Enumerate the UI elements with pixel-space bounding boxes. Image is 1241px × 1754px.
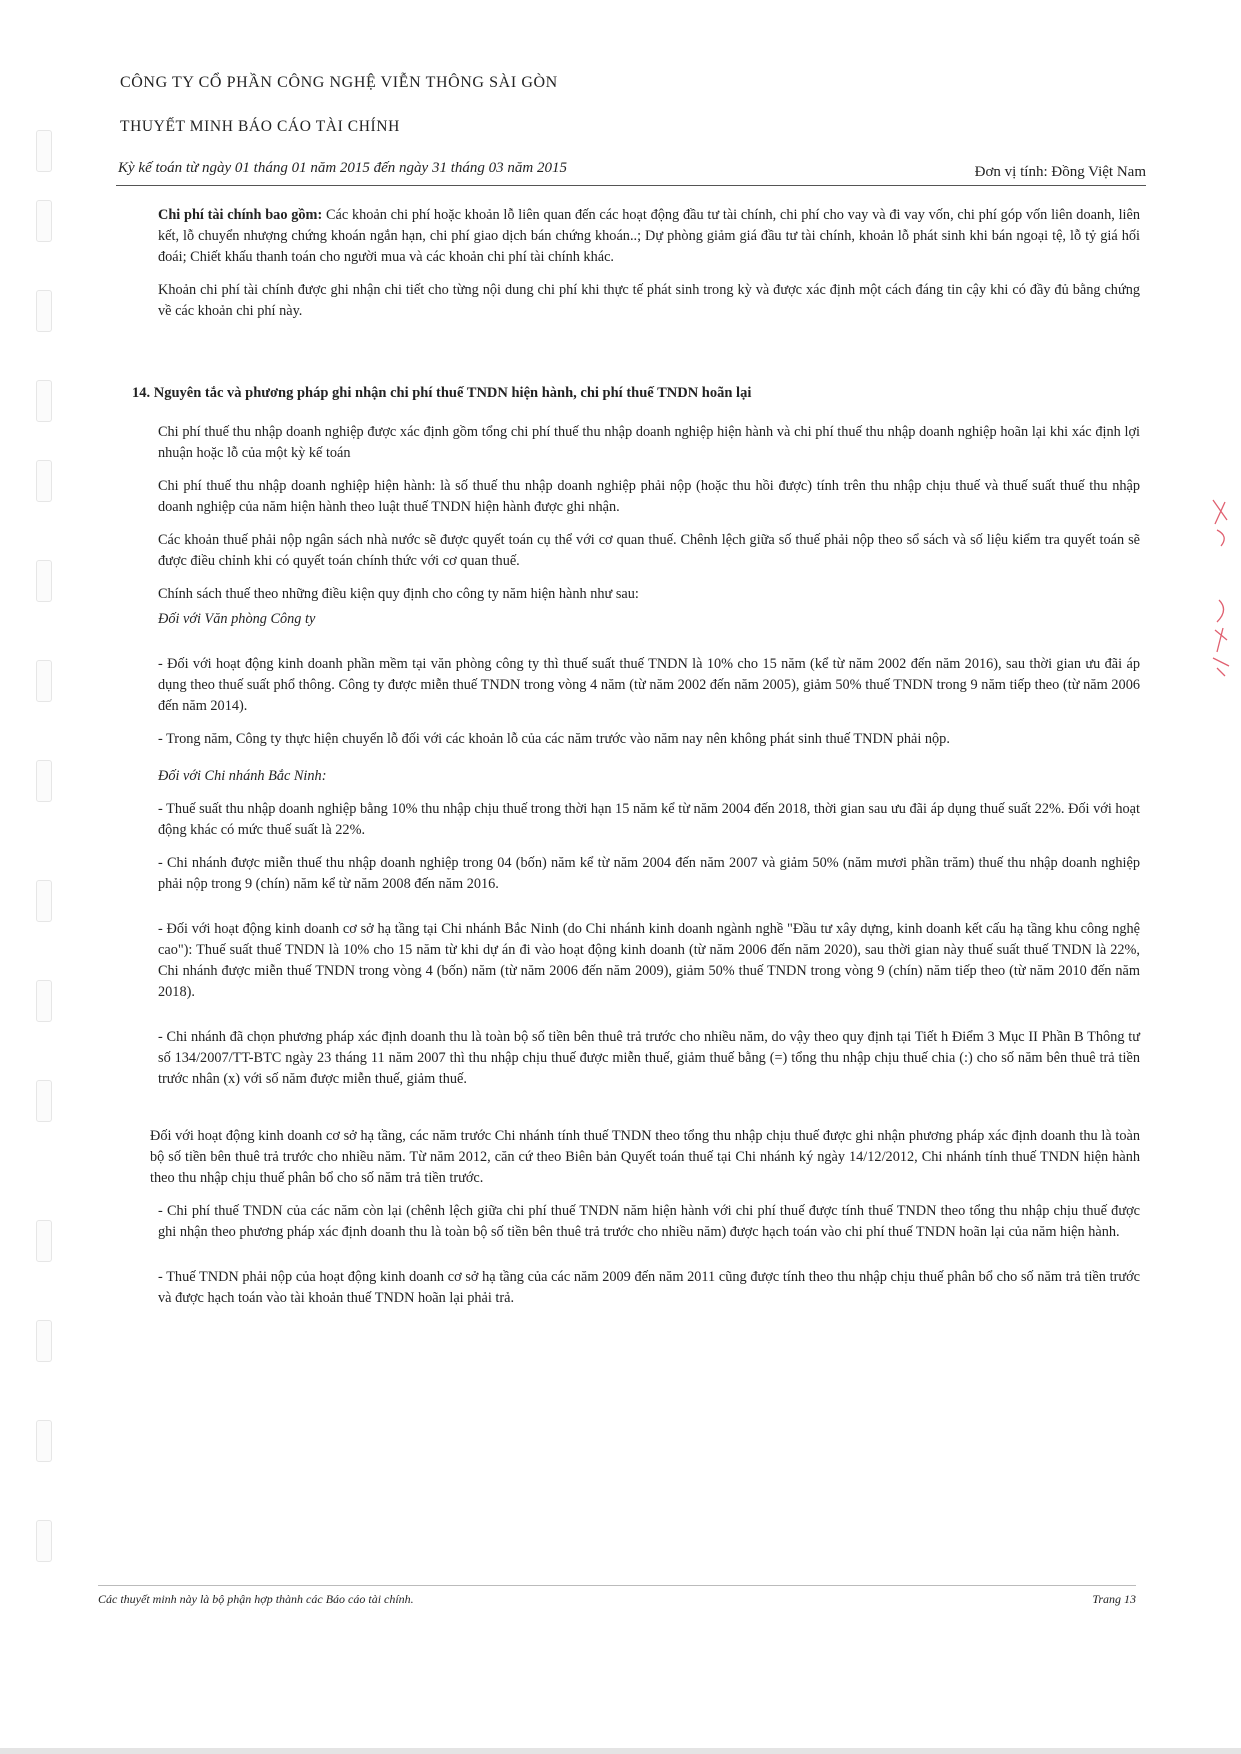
section-14-body [150,422,1140,1321]
paragraph: - Chi nhánh được miễn thuế thu nhập doanh nghiệp trong 04 (bốn) năm kể từ năm 2004 đến năm 2007 và giảm 50% (năm mươi phần trăm) thuế thu nhập doanh nghiệp phải nộp trong 9 (chín) năm kể từ năm 2008 đến năm 2016. [158,855,1140,892]
binder-hole [36,1420,52,1462]
binder-hole [36,460,52,502]
document-title: THUYẾT MINH BÁO CÁO TÀI CHÍNH [120,118,400,135]
binder-hole [36,760,52,802]
reporting-period: Kỳ kế toán từ ngày 01 tháng 01 năm 2015 đến ngày 31 tháng 03 năm 2015 [118,160,567,176]
paragraph: - Đối với hoạt động kinh doanh cơ sở hạ tầng tại Chi nhánh Bắc Ninh (do Chi nhánh kinh doanh ngành nghề "Đầu tư xây dựng, kinh doanh kết cấu hạ tầng khu công nghệ cao"): Thuế suất thuế TNDN là 10% cho 15 năm từ khi dự án đi vào hoạt động kinh doanh (từ năm 2006 đến năm 2020), sau thời gian này thuế suất thuế TNDN là 22%, Chi nhánh được miễn thuế TNDN trong vòng 4 (bốn) năm (từ năm 2006 đến năm 2009), giảm 50% thuế TNDN trong vòng 9 (chín) năm tiếp theo (từ năm 2010 đến năm 2018). [158,921,1140,1000]
paragraph: - Chi phí thuế TNDN của các năm còn lại (chênh lệch giữa chi phí thuế TNDN năm hiện hành với chi phí thuế được tính thuế TNDN theo tổng thu nhập chịu thuế được ghi nhận theo phương pháp xác định doanh thu là toàn bộ số tiền bên thuê trả trước cho nhiều năm) được hạch toán vào chi phí thuế TNDN hoãn lại của năm hiện hành. [158,1203,1140,1240]
subheading: Đối với Văn phòng Công ty [158,611,316,627]
binder-hole [36,880,52,922]
financial-expense-paragraph [158,205,1140,268]
paragraph-lead: Chi phí tài chính bao gồm: [158,207,323,223]
paragraph-text: Các khoản chi phí hoặc khoản lỗ liên quan đến các hoạt động đầu tư tài chính, chi phí cho vay và đi vay vốn, chi phí góp vốn liên doanh, liên kết, lỗ chuyển nhượng chứng khoán ngắn hạn, chi phí giao dịch bán chứng khoán..; Dự phòng giảm giá đầu tư tài chính, khoản lỗ phát sinh khi bán ngoại tệ, lỗ tỷ giá hối đoái; Chiết khấu thanh toán cho người mua và các khoản chi phí tài chính khác. [158,207,1141,265]
binder-hole [36,380,52,422]
binder-hole [36,560,52,602]
binder-hole [36,290,52,332]
scan-edge [0,1748,1241,1754]
paragraph: - Thuế suất thu nhập doanh nghiệp bằng 10% thu nhập chịu thuế trong thời hạn 15 năm kể từ năm 2004 đến 2018, thời gian sau ưu đãi áp dụng thuế suất 22%. Đối với hoạt động khác có mức thuế suất là 22%. [158,801,1140,838]
paragraph: Đối với hoạt động kinh doanh cơ sở hạ tầng, các năm trước Chi nhánh tính thuế TNDN theo tổng thu nhập chịu thuế được ghi nhận phương pháp xác định doanh thu là toàn bộ số tiền bên thuê trả trước cho nhiều năm. Từ năm 2012, căn cứ theo Biên bản Quyết toán thuế tại Chi nhánh ký ngày 14/12/2012, Chi nhánh tính thuế TNDN hiện hành theo thu nhập chịu thuế phân bổ cho số năm trả tiền trước. [150,1128,1140,1186]
paragraph: Khoản chi phí tài chính được ghi nhận chi tiết cho từng nội dung chi phí khi thực tế phát sinh trong kỳ và được xác định một cách đáng tin cậy khi có đầy đủ bằng chứng về các khoản chi phí này. [158,282,1140,319]
intro-section [158,205,1140,334]
subheading: Đối với Chi nhánh Bắc Ninh: [158,768,327,784]
footer-note: Các thuyết minh này là bộ phận hợp thành các Báo cáo tài chính. [98,1592,414,1606]
binder-hole [36,200,52,242]
binder-hole [36,1080,52,1122]
paragraph: Các khoản thuế phải nộp ngân sách nhà nước sẽ được quyết toán cụ thể với cơ quan thuế. Chênh lệch giữa số thuế phải nộp theo sổ sách và số liệu kiểm tra quyết toán sẽ được điều chỉnh khi có quyết toán chính thức với cơ quan thuế. [158,532,1140,569]
binder-hole [36,130,52,172]
paragraph: Chính sách thuế theo những điều kiện quy định cho công ty năm hiện hành như sau: [158,586,639,602]
paragraph: - Thuế TNDN phải nộp của hoạt động kinh doanh cơ sở hạ tầng của các năm 2009 đến năm 2011 cũng được tính theo thu nhập chịu thuế phân bổ cho số năm trả tiền trước và được hạch toán vào tài khoản thuế TNDN hoãn lại phải trả. [158,1269,1140,1306]
paragraph: Chi phí thuế thu nhập doanh nghiệp hiện hành: là số thuế thu nhập doanh nghiệp phải nộp (hoặc thu hồi được) tính trên thu nhập chịu thuế và thuế suất thuế thu nhập doanh nghiệp của năm hiện hành theo luật thuế TNDN hiện hành được ghi nhận. [158,478,1140,515]
binder-hole [36,1220,52,1262]
section-heading: 14. Nguyên tắc và phương pháp ghi nhận chi phí thuế TNDN hiện hành, chi phí thuế TNDN hoãn lại [132,385,752,401]
currency-unit: Đơn vị tính: Đồng Việt Nam [974,164,1146,180]
paragraph: - Trong năm, Công ty thực hiện chuyển lỗ đối với các khoản lỗ của các năm trước vào năm nay nên không phát sinh thuế TNDN phải nộp. [158,731,950,747]
paragraph: - Đối với hoạt động kinh doanh phần mềm tại văn phòng công ty thì thuế suất thuế TNDN là 10% cho 15 năm (kể từ năm 2002 đến năm 2016), sau thời gian ưu đãi áp dụng theo thuế suất phổ thông. Công ty được miễn thuế TNDN trong vòng 4 năm (từ năm 2002 đến năm 2005), giảm 50% thuế TNDN trong 9 năm tiếp theo (từ năm 2006 đến năm 2014). [158,656,1140,714]
initial-mark-icon [1207,490,1233,680]
binder-hole [36,980,52,1022]
page-number: Trang 13 [1092,1592,1136,1606]
paragraph: - Chi nhánh đã chọn phương pháp xác định doanh thu là toàn bộ số tiền bên thuê trả trước cho nhiều năm, do vậy theo quy định tại Tiết h Điểm 3 Mục II Phần B Thông tư số 134/2007/TT-BTC ngày 23 tháng 11 năm 2007 thì thu nhập chịu thuế được miễn thuế, giảm thuế bằng (=) tổng thu nhập chịu thuế chia (:) cho số năm bên thuê trả tiền trước nhân (x) với số năm được miễn thuế, giảm thuế. [158,1029,1140,1087]
paragraph: Chi phí thuế thu nhập doanh nghiệp được xác định gồm tổng chi phí thuế thu nhập doanh nghiệp hiện hành và chi phí thuế thu nhập doanh nghiệp hoãn lại khi xác định lợi nhuận hoặc lỗ của một kỳ kế toán [158,424,1140,461]
binder-hole [36,1320,52,1362]
binder-hole [36,660,52,702]
binder-hole [36,1520,52,1562]
company-name: CÔNG TY CỔ PHẦN CÔNG NGHỆ VIỄN THÔNG SÀI GÒN [120,74,558,91]
footer-divider [98,1585,1136,1586]
header-divider [116,185,1146,186]
